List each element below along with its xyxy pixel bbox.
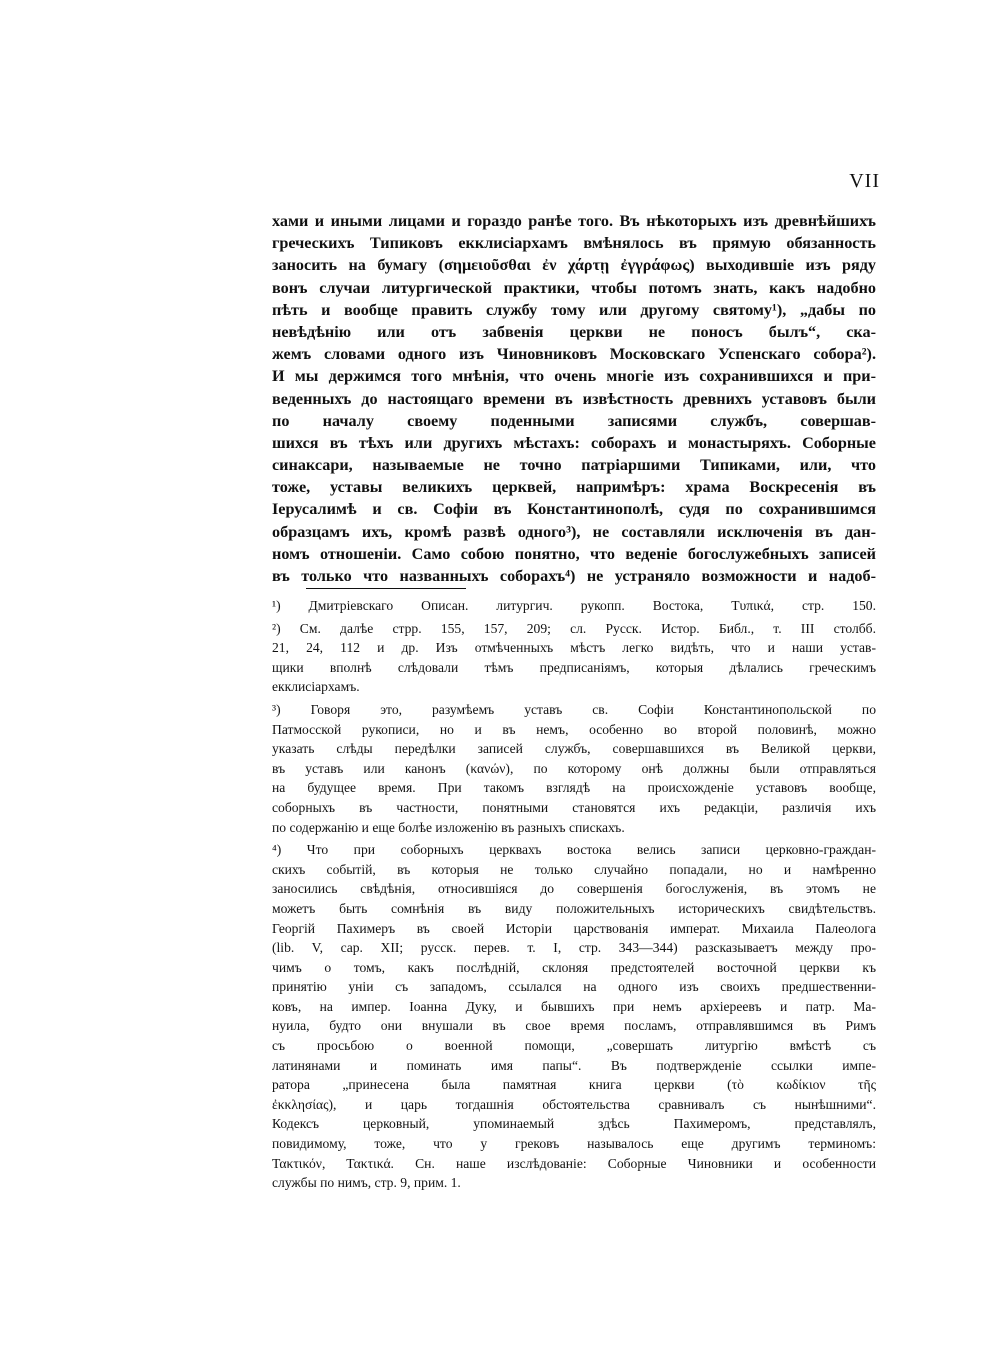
footnote-line: на будущее время. При такомъ взглядѣ на происхожденіе уставовъ вообще, [272,780,876,796]
footnote-line: принятію уніи съ западомъ, ссылался на одного изъ своихъ предшественни- [272,979,876,995]
footnote-line: Τακτικόν, Τακτικά. Сн. наше изслѣдованіе: Соборные Чиновники и особенности [272,1155,876,1171]
main-text-line: невѣдѣнію или отъ забвенія церкви не поносъ былъ“, ска- [272,322,876,341]
footnote-line: ковъ, на импер. Іоанна Дуку, и бывшихъ при немъ архіереевъ и патр. Ма- [272,998,876,1014]
footnote-line: соборныхъ въ частности, понятными становятся ихъ редакціи, различія ихъ [272,799,876,815]
footnote-line: екклисіархамъ. [272,679,360,695]
main-text-line: вонъ случаи литургической практики, чтобы потомъ знать, какъ надобно [272,278,876,297]
main-text-line: шихся въ тѣхъ или другихъ мѣстахъ: соборахъ и монастыряхъ. Соборные [272,433,876,452]
footnote-line: указать слѣды передѣлки записей службъ, совершавшихся въ Великой церкви, [272,741,876,757]
footnote-line: (lib. V, cap. XII; русск. перев. т. I, стр. 343—344) разсказываетъ между про- [272,940,876,956]
footnote-line: Георгій Пахимеръ въ своей Исторіи царствованія императ. Михаила Палеолога [272,920,876,936]
footnote-line: ³) Говоря это, разумѣемъ уставъ св. Софіи Константинопольской по [272,701,876,717]
footnote-line: нуила, будто они внушали въ свое время посламъ, отправлявшимся въ Римъ [272,1018,876,1034]
footnote-line: латинянами и поминать имя папы“. Въ подтвержденіе ссылки импе- [272,1057,876,1073]
footnote-line: ²) См. далѣе стрр. 155, 157, 209; сл. Русск. Истор. Библ., т. III столбб. [272,620,876,636]
footnote-line: ἐκκλησίας), и царь тогдашнія обстоятельства сравнивалъ съ нынѣшними“. [272,1096,876,1112]
footnote-line: по содержанію и еще болѣе изложенію въ разныхъ спискахъ. [272,819,625,835]
main-text-line: Іерусалимѣ и св. Софіи въ Константинополѣ, судя по сохранившимся [272,500,876,519]
main-text-line: номъ отношеніи. Само собою понятно, что веденіе богослужебныхъ записей [272,544,876,563]
footnote-line: ⁴) Что при соборныхъ церквахъ востока велись записи церковно-граждан- [272,842,876,858]
main-text-line: синаксари, называемые не точно патріаршими Типиками, или, что [272,456,876,475]
footnote-2 [272,619,876,697]
footnote-line: заносились свѣдѣнія, относившіяся до совершенія богослуженія, въ этомъ не [272,881,876,897]
main-text-line: тоже, уставы великихъ церквей, напримѣръ: храма Воскресенія въ [272,478,876,497]
main-text-line: И мы держимся того мнѣнія, что очень многіе изъ сохранившихся и при- [272,367,876,386]
main-text-line: хами и иными лицами и гораздо ранѣе того. Въ нѣкоторыхъ изъ древнѣйшихъ [272,212,876,230]
footnote-line: съ просьбою о военной помощи, „совершать литургію вмѣстѣ съ [272,1038,876,1054]
footnote-line: чимъ о томъ, какъ послѣдній, склоняя предстоятелей восточной церкви къ [272,959,876,975]
footnote-line: службы по нимъ, стр. 9, прим. 1. [272,1175,461,1191]
footnote-line: 21, 24, 112 и др. Изъ отмѣченныхъ мѣстъ легко видѣть, что и наши устав- [272,640,876,656]
footnote-line: Кодексъ церковный, упоминаемый здѣсь Пахимеромъ, представлялъ, [272,1116,876,1132]
footnote-4 [272,840,876,1193]
main-text-line: образцамъ ихъ, кромѣ развѣ одного³), не составляли исключенія въ дан- [272,522,876,541]
footnote-line: можетъ быть сомнѣнія въ виду положительныхъ историческихъ свидѣтельствъ. [272,900,876,916]
main-text-line: греческихъ Типиковъ екклисіархамъ вмѣнялось въ прямую обязанность [272,234,876,253]
footnote-3 [272,700,876,837]
footnote-1 [272,596,876,616]
footnote-line: щики вполнѣ слѣдовали тѣмъ предписаніямъ, которыя дѣлались греческимъ [272,659,876,675]
footnote-line: ратора „принесена была памятная книга церкви (τὸ κωδίκιον τῆς [272,1077,876,1093]
footnote-line: скихъ событій, въ которыя не только случайно попадали, но и намѣренно [272,861,876,877]
main-text-line: по началу своему поденными записями службъ, совершав- [272,411,876,430]
main-text-line: пѣть и вообще править службу тому или другому святому¹), „дабы по [272,300,876,319]
footnote-separator [306,588,466,589]
main-text-line: въ только что названныхъ соборахъ⁴) не устраняло возможности и надоб- [272,567,876,585]
main-text-line: заносить на бумагу (σημειοῦσθαι ἐν χάρτῃ ἐγγράφως) выходившіе изъ ряду [272,256,876,275]
footnote-line: Патмосской рукописи, но и въ немъ, особенно во второй половинѣ, можно [272,721,876,737]
footnote-line: ¹) Дмитріевскаго Описан. литургич. рукопп. Востока, Τυπικά, стр. 150. [272,598,876,613]
main-text-line: жемъ словами одного изъ Чиновниковъ Московскаго Успенскаго собора²). [272,345,876,364]
footnotes [272,596,876,1196]
footnote-line: повидимому, тоже, что у грековъ называлось еще другимъ терминомъ: [272,1136,876,1152]
footnote-line: въ уставъ или канонъ (κανών), по которому онѣ должны были отправляться [272,760,876,776]
page-number: VII [849,170,880,192]
main-text-line: веденныхъ до настоящаго времени въ извѣстность древнихъ уставовъ были [272,389,876,408]
main-text [272,210,876,587]
